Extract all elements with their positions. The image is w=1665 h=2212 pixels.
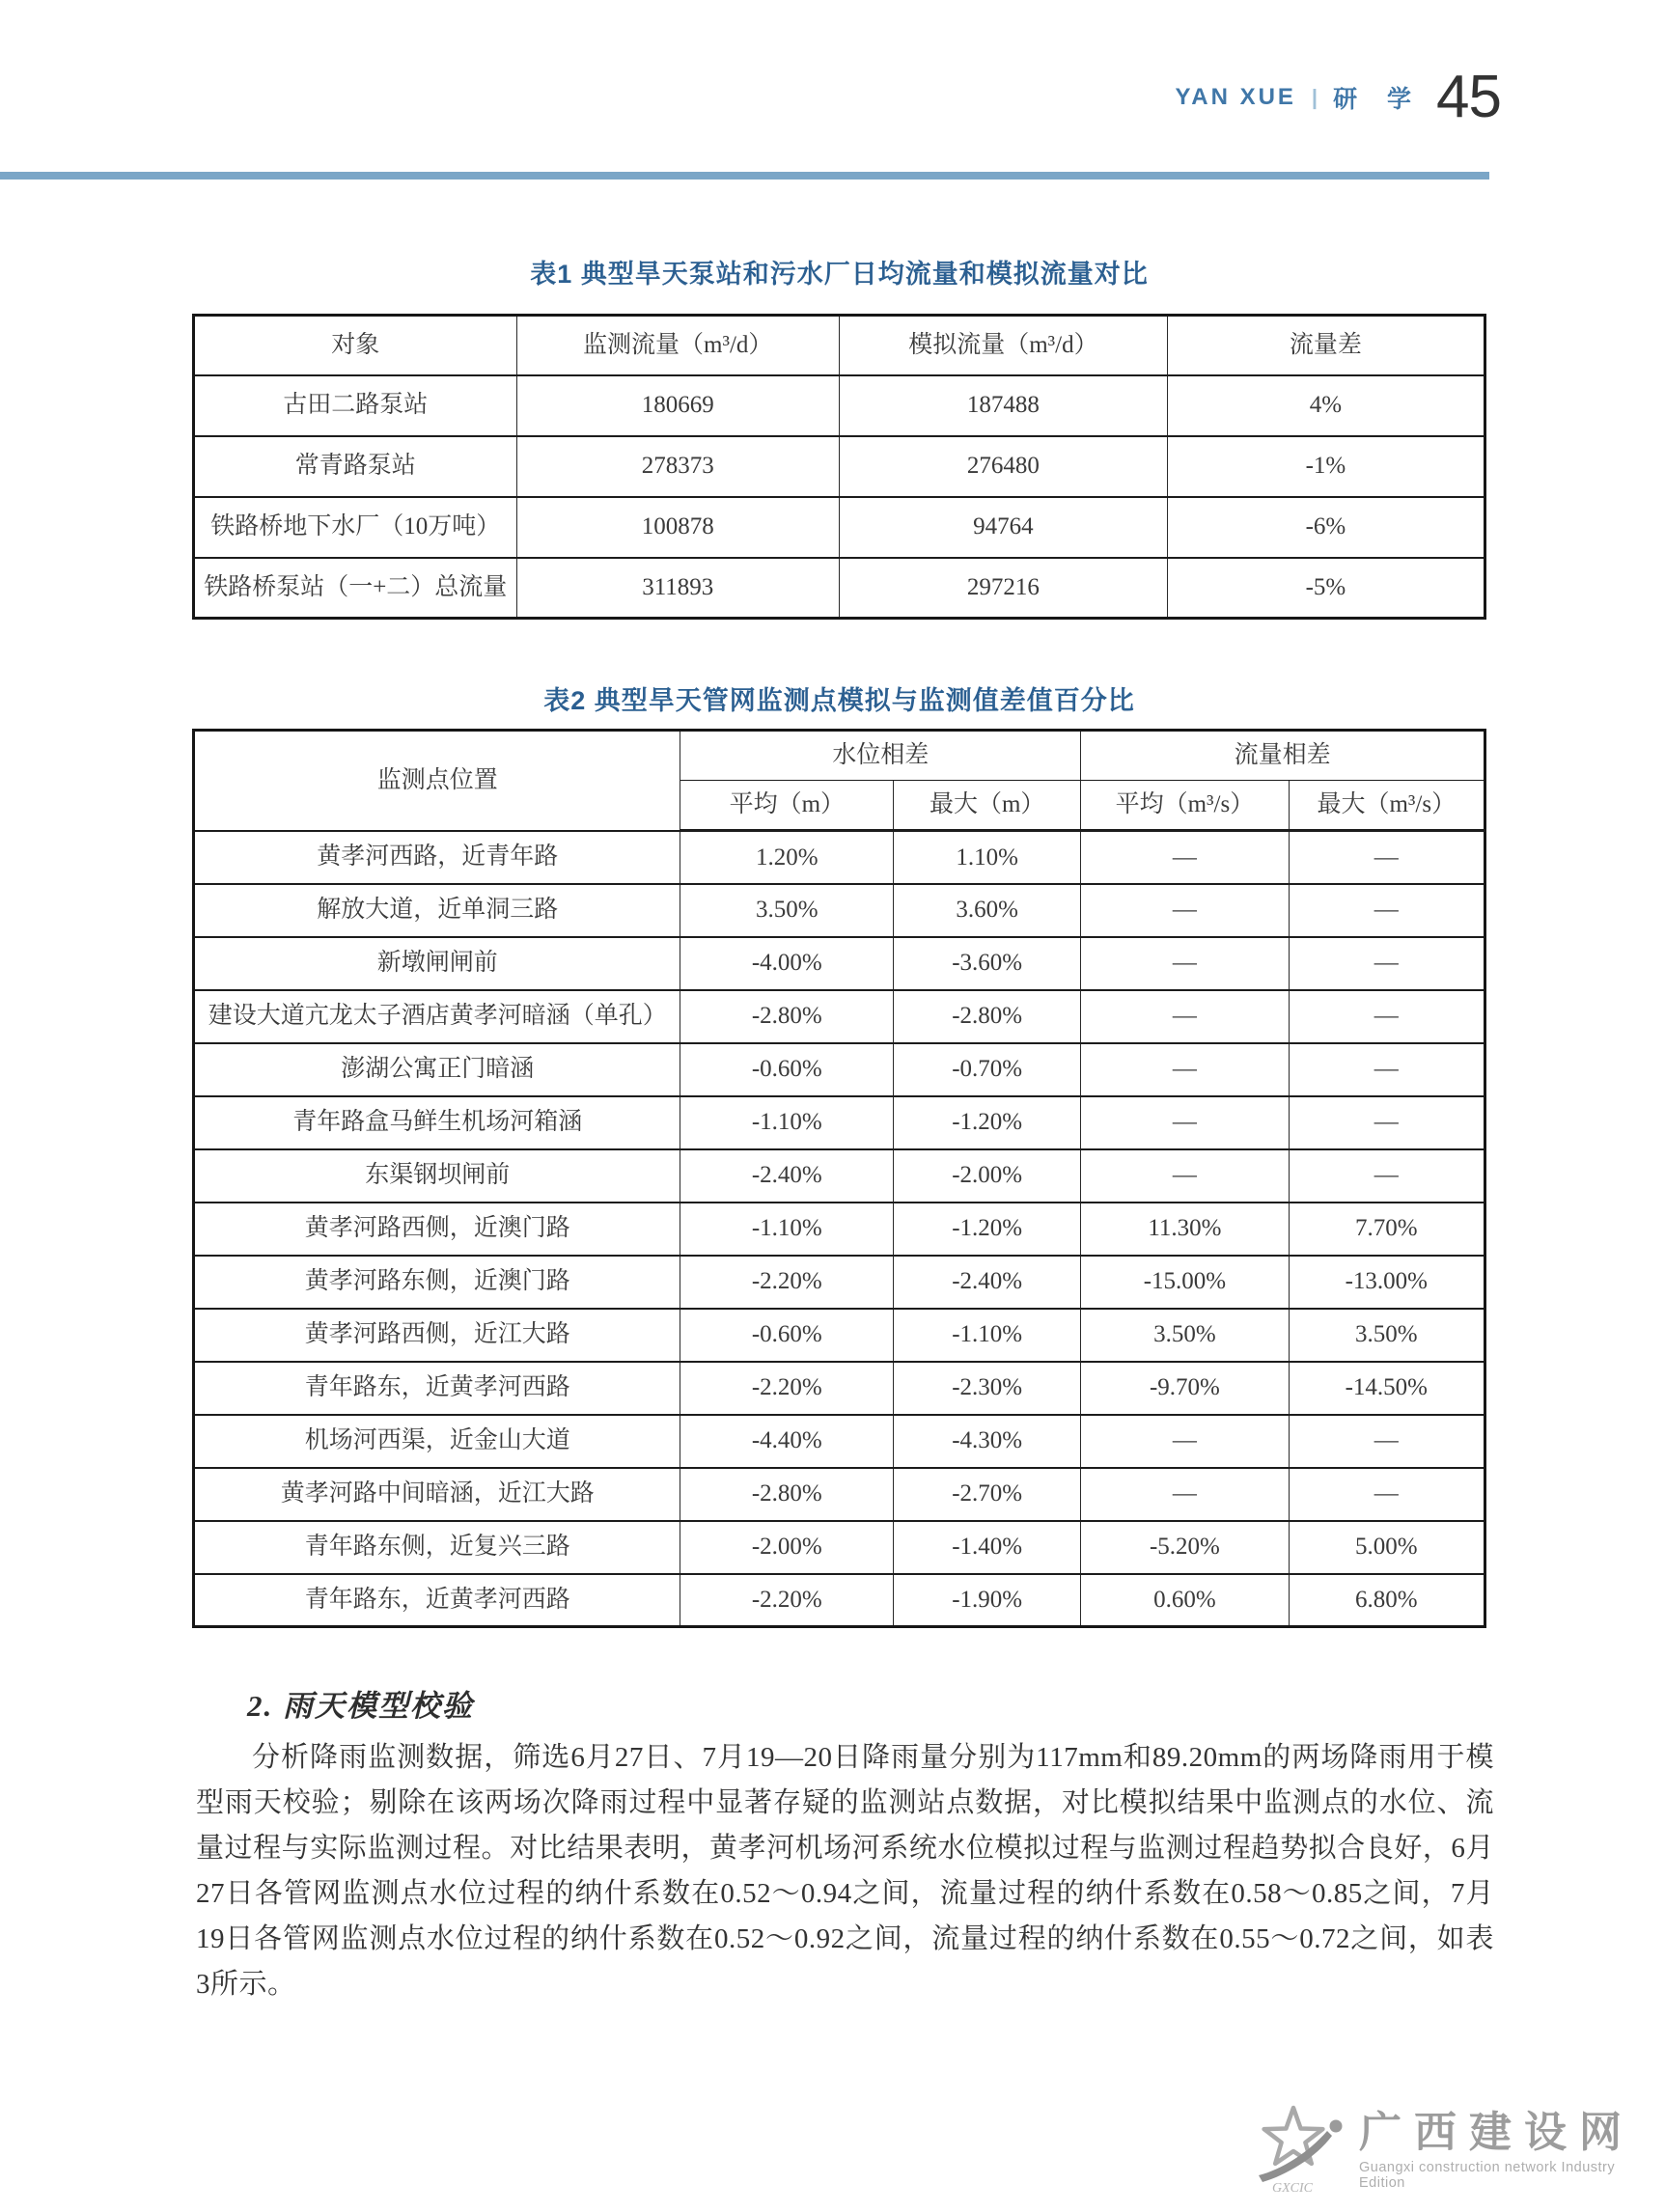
table-cell: -0.60% xyxy=(680,1309,894,1362)
table-cell: -14.50% xyxy=(1289,1362,1485,1415)
table2-header xyxy=(194,731,1485,831)
table-cell: 7.70% xyxy=(1289,1203,1485,1256)
table-cell: -2.20% xyxy=(680,1362,894,1415)
table-cell: 297216 xyxy=(840,558,1168,619)
table-cell: -2.40% xyxy=(894,1256,1081,1309)
table-header-cell: 水位相差 xyxy=(680,731,1081,781)
table2-body xyxy=(194,831,1485,1627)
table-cell: 100878 xyxy=(516,497,840,558)
table-cell: -13.00% xyxy=(1289,1256,1485,1309)
table-row xyxy=(194,1096,1485,1149)
table-cell: 278373 xyxy=(516,436,840,497)
table-cell: 机场河西渠，近金山大道 xyxy=(194,1415,680,1468)
table-row xyxy=(194,1521,1485,1574)
table-row xyxy=(194,436,1485,497)
table-cell: — xyxy=(1081,1043,1289,1096)
table-row xyxy=(194,831,1485,884)
table-cell: -2.30% xyxy=(894,1362,1081,1415)
table-cell: -2.80% xyxy=(894,990,1081,1043)
table-cell: 276480 xyxy=(840,436,1168,497)
table-cell: 黄孝河路中间暗涵，近江大路 xyxy=(194,1468,680,1521)
table-cell: -5% xyxy=(1167,558,1485,619)
table-cell: — xyxy=(1081,937,1289,990)
table-cell: -4.30% xyxy=(894,1415,1081,1468)
table-cell: — xyxy=(1289,937,1485,990)
table-cell: -1.20% xyxy=(894,1096,1081,1149)
footer-logo xyxy=(1237,2102,1665,2198)
table-cell: 东渠钢坝闸前 xyxy=(194,1149,680,1203)
table-cell: 180669 xyxy=(516,375,840,436)
table-row xyxy=(194,1256,1485,1309)
table-cell: 澎湖公寓正门暗涵 xyxy=(194,1043,680,1096)
table-cell: — xyxy=(1289,1468,1485,1521)
gxcic-star-logo-icon xyxy=(1237,2102,1353,2198)
table-row xyxy=(194,497,1485,558)
table-cell: 新墩闸闸前 xyxy=(194,937,680,990)
table-cell: -2.20% xyxy=(680,1256,894,1309)
table-header-cell: 监测点位置 xyxy=(194,731,680,831)
header-rule xyxy=(0,172,1489,180)
table-cell: 铁路桥地下水厂（10万吨） xyxy=(194,497,517,558)
table-cell: -1% xyxy=(1167,436,1485,497)
table-cell: — xyxy=(1289,1149,1485,1203)
table-cell: — xyxy=(1289,1043,1485,1096)
table-cell: — xyxy=(1081,831,1289,884)
table-row xyxy=(194,937,1485,990)
table-row xyxy=(194,1574,1485,1627)
table-cell: — xyxy=(1289,831,1485,884)
table-cell: -2.40% xyxy=(680,1149,894,1203)
table-cell: 5.00% xyxy=(1289,1521,1485,1574)
table-cell: 黄孝河西路，近青年路 xyxy=(194,831,680,884)
table-cell: -1.90% xyxy=(894,1574,1081,1627)
gxcic-logo-text: GXCIC xyxy=(1272,2181,1313,2196)
table-cell: 古田二路泵站 xyxy=(194,375,517,436)
table1 xyxy=(192,314,1486,620)
section-heading: 2. 雨天模型校验 xyxy=(247,1689,474,1723)
table-cell: 3.50% xyxy=(1081,1309,1289,1362)
table-cell: 黄孝河路西侧，近江大路 xyxy=(194,1309,680,1362)
table-header-cell: 流量差 xyxy=(1167,316,1485,375)
table-cell: 3.50% xyxy=(1289,1309,1485,1362)
table-cell: 1.20% xyxy=(680,831,894,884)
body-paragraph: 分析降雨监测数据，筛选6月27日、7月19—20日降雨量分别为117mm和89.20mm的两场降雨用于模型雨天校验；剔除在该两场次降雨过程中显著存疑的监测站点数据，对比模拟结果中监测点的水位、流量过程与实际监测过程。对比结果表明，黄孝河机场河系统水位模拟过程与监测过程趋势拟合良好，6月27日各管网监测点水位过程的纳什系数在0.52～0.94之间，流量过程的纳什系数在0.58～0.85之间，7月19日各管网监测点水位过程的纳什系数在0.52～0.92之间，流量过程的纳什系数在0.55～0.72之间，如表3所示。 xyxy=(196,1742,1494,2000)
table-cell: 11.30% xyxy=(1081,1203,1289,1256)
table-cell: -2.20% xyxy=(680,1574,894,1627)
page-number: 45 xyxy=(1436,64,1501,130)
table-cell: — xyxy=(1289,884,1485,937)
table-cell: 187488 xyxy=(840,375,1168,436)
table-cell: -2.00% xyxy=(894,1149,1081,1203)
table-header-cell: 平均（m） xyxy=(680,781,894,831)
table2-title: 表2 典型旱天管网监测点模拟与监测值差值百分比 xyxy=(543,686,1135,715)
table-cell: 94764 xyxy=(840,497,1168,558)
table-cell: -6% xyxy=(1167,497,1485,558)
table-cell: — xyxy=(1081,1415,1289,1468)
table1-header xyxy=(194,316,1485,375)
table-header-row xyxy=(194,731,1485,781)
table-header-cell: 流量相差 xyxy=(1081,731,1485,781)
table-row xyxy=(194,990,1485,1043)
section-title-cn: 研 学 xyxy=(1333,86,1424,113)
footer-brand-en: Guangxi construction network Industry Edition xyxy=(1359,2159,1616,2191)
table-cell: — xyxy=(1289,1415,1485,1468)
table-cell: 常青路泵站 xyxy=(194,436,517,497)
table-header-cell: 监测流量（m³/d） xyxy=(516,316,840,375)
table-cell: — xyxy=(1081,1149,1289,1203)
table-cell: -1.10% xyxy=(680,1203,894,1256)
table-cell: -9.70% xyxy=(1081,1362,1289,1415)
table-cell: 黄孝河路东侧，近澳门路 xyxy=(194,1256,680,1309)
table-cell: — xyxy=(1289,1096,1485,1149)
masthead xyxy=(1163,64,1501,130)
table-header-row xyxy=(194,316,1485,375)
table-cell: 解放大道，近单洞三路 xyxy=(194,884,680,937)
table-row xyxy=(194,558,1485,619)
table-cell: -2.70% xyxy=(894,1468,1081,1521)
table-cell: 铁路桥泵站（一+二）总流量 xyxy=(194,558,517,619)
table-cell: 青年路东，近黄孝河西路 xyxy=(194,1574,680,1627)
table-cell: -1.10% xyxy=(894,1309,1081,1362)
table-cell: 3.60% xyxy=(894,884,1081,937)
table-cell: 青年路盒马鲜生机场河箱涵 xyxy=(194,1096,680,1149)
section-title-en: YAN XUE xyxy=(1175,84,1296,110)
table-cell: -4.40% xyxy=(680,1415,894,1468)
table-cell: -2.00% xyxy=(680,1521,894,1574)
table-cell: 建设大道亢龙太子酒店黄孝河暗涵（单孔） xyxy=(194,990,680,1043)
table-cell: -15.00% xyxy=(1081,1256,1289,1309)
footer-brand xyxy=(1359,2110,1665,2190)
footer-brand-cn: 广西建设网 xyxy=(1359,2109,1634,2157)
table-cell: -1.40% xyxy=(894,1521,1081,1574)
table-row xyxy=(194,1203,1485,1256)
table1-title: 表1 典型旱天泵站和污水厂日均流量和模拟流量对比 xyxy=(530,260,1149,289)
table-cell: — xyxy=(1081,1096,1289,1149)
table-row xyxy=(194,375,1485,436)
table-cell: 0.60% xyxy=(1081,1574,1289,1627)
table-row xyxy=(194,1149,1485,1203)
table-cell: -1.10% xyxy=(680,1096,894,1149)
table-cell: — xyxy=(1081,884,1289,937)
table-cell: — xyxy=(1081,1468,1289,1521)
table-cell: -3.60% xyxy=(894,937,1081,990)
table-cell: -1.20% xyxy=(894,1203,1081,1256)
table-row xyxy=(194,1468,1485,1521)
table-cell: -4.00% xyxy=(680,937,894,990)
table-cell: -0.60% xyxy=(680,1043,894,1096)
table-row xyxy=(194,1362,1485,1415)
masthead-divider: | xyxy=(1311,85,1318,109)
table-cell: — xyxy=(1081,990,1289,1043)
table-row xyxy=(194,1415,1485,1468)
table-cell: -2.80% xyxy=(680,1468,894,1521)
table-cell: — xyxy=(1289,990,1485,1043)
table-cell: 6.80% xyxy=(1289,1574,1485,1627)
table-cell: 4% xyxy=(1167,375,1485,436)
table-cell: -0.70% xyxy=(894,1043,1081,1096)
table-cell: -2.80% xyxy=(680,990,894,1043)
table-header-cell: 模拟流量（m³/d） xyxy=(840,316,1168,375)
table-row xyxy=(194,884,1485,937)
table1-body xyxy=(194,375,1485,619)
table-cell: 黄孝河路西侧，近澳门路 xyxy=(194,1203,680,1256)
table-cell: -5.20% xyxy=(1081,1521,1289,1574)
table-header-cell: 对象 xyxy=(194,316,517,375)
table-cell: 青年路东，近黄孝河西路 xyxy=(194,1362,680,1415)
table-row xyxy=(194,1043,1485,1096)
table2 xyxy=(192,729,1486,1628)
table-cell: 3.50% xyxy=(680,884,894,937)
table-cell: 青年路东侧，近复兴三路 xyxy=(194,1521,680,1574)
table-row xyxy=(194,1309,1485,1362)
table-header-cell: 最大（m） xyxy=(894,781,1081,831)
table-header-cell: 平均（m³/s） xyxy=(1081,781,1289,831)
table-cell: 311893 xyxy=(516,558,840,619)
table-header-cell: 最大（m³/s） xyxy=(1289,781,1485,831)
table-cell: 1.10% xyxy=(894,831,1081,884)
